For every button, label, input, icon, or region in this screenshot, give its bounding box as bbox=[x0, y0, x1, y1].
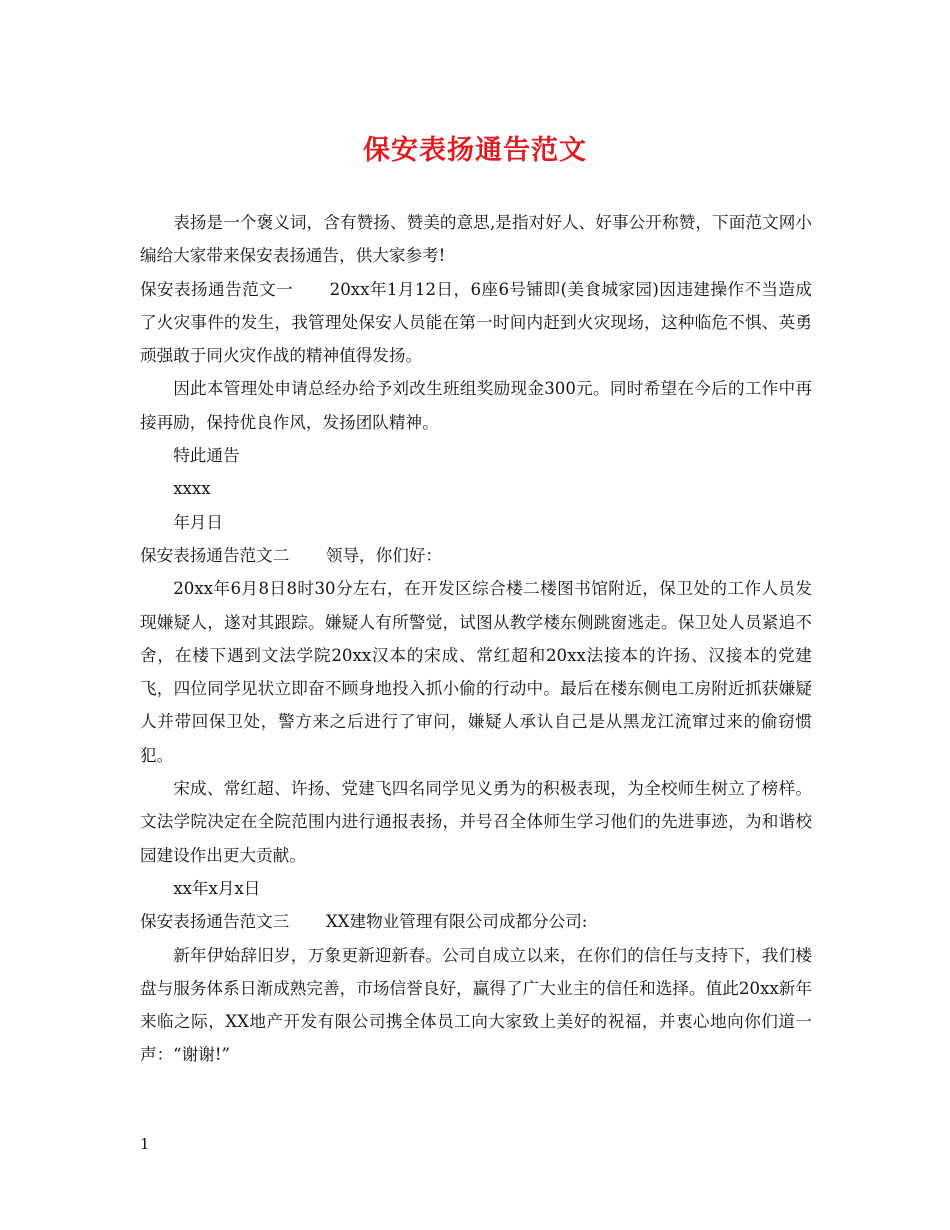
sample2-paragraph-2: 宋成、常红超、许扬、党建飞四名同学见义勇为的积极表现，为全校师生树立了榜样。文法学院决定在全院范围内进行通报表扬，并号召全体师生学习他们的先进事迹，为和谐校园建设作出更大贡献。 bbox=[140, 779, 812, 865]
sample2-paragraph-1: 20xx年6月8日8时30分左右，在开发区综合楼二楼图书馆附近，保卫处的工作人员发现嫌疑人，遂对其跟踪。嫌疑人有所警觉，试图从教学楼东侧跳窗逃走。保卫处人员紧追不舍，在楼下遇到文法学院20xx汉本的宋成、常红超和20xx法接本的许扬、汉接本的党建飞，四位同学见状立即奋不顾身地投入抓小偷的行动中。最后在楼东侧电工房附近抓获嫌疑人并带回保卫处，警方来之后进行了审问，嫌疑人承认自己是从黑龙江流窜过来的偷窃惯犯。 bbox=[140, 579, 812, 765]
sample1-lead-text: 20xx年1月12日，6座6号铺即(美食城家园)因违建操作不当造成了火灾事件的发生，我管理处保安人员能在第一时间内赶到火灾现场，这种临危不惧、英勇顽强敢于同火灾作战的精神值得发扬。 bbox=[140, 279, 812, 366]
sample3-addressee: XX建物业管理有限公司成都分公司: bbox=[325, 912, 588, 932]
sample2-greeting: 领导，你们好： bbox=[325, 545, 443, 565]
sample1-lead-paragraph bbox=[140, 273, 812, 373]
sample2-heading-line bbox=[140, 539, 812, 572]
sample3-paragraph-1: 新年伊始辞旧岁，万象更新迎新春。公司自成立以来，在你们的信任与支持下，我们楼盘与服务体系日渐成熟完善，市场信誉良好，赢得了广大业主的信任和选择。值此20xx新年来临之际，XX地产开发有限公司携全体员工向大家致上美好的祝福，并衷心地向你们道一声：“谢谢!” bbox=[140, 945, 812, 1065]
intro-paragraph: 表扬是一个褒义词，含有赞扬、赞美的意思,是指对好人、好事公开称赞，下面范文网小编给大家带来保安表扬通告，供大家参考! bbox=[140, 213, 812, 266]
sample1-date: 年月日 bbox=[173, 512, 223, 532]
page-number: 1 bbox=[140, 1135, 150, 1153]
sample1-closing: 特此通告 bbox=[173, 446, 240, 466]
sample3-heading-line bbox=[140, 905, 812, 938]
sample3-heading: 保安表扬通告范文三 bbox=[140, 912, 290, 932]
document-body bbox=[140, 206, 812, 1072]
sample2-heading: 保安表扬通告范文二 bbox=[140, 545, 290, 565]
sample1-signer: xxxx bbox=[173, 479, 211, 499]
sample1-heading: 保安表扬通告范文一 bbox=[140, 279, 294, 299]
sample1-paragraph-2: 因此本管理处申请总经办给予刘改生班组奖励现金300元。同时希望在今后的工作中再接再励，保持优良作风，发扬团队精神。 bbox=[140, 379, 812, 432]
document-title: 保安表扬通告范文 bbox=[363, 135, 587, 166]
sample2-date: xx年x月x日 bbox=[173, 878, 261, 898]
